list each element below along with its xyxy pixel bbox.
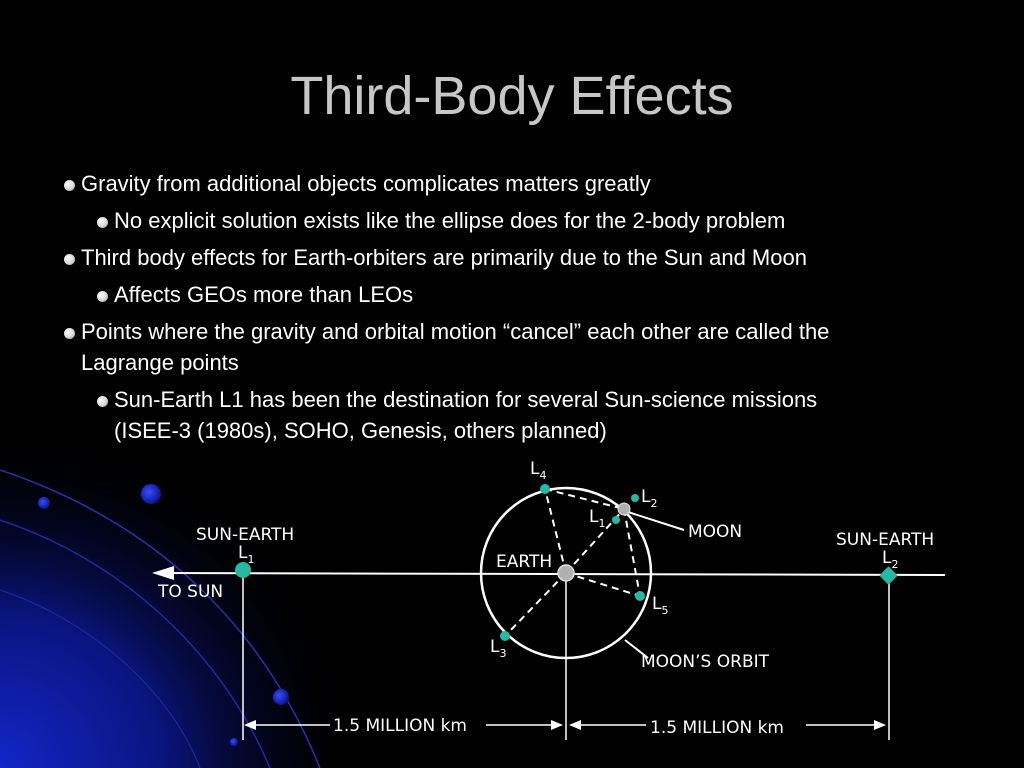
distance-arrowhead	[874, 720, 886, 730]
l4-moon-line	[545, 489, 624, 509]
slide-title: Third-Body Effects	[290, 66, 734, 126]
lunar-l2-label: $L_2$	[641, 487, 658, 510]
earth-body	[558, 565, 574, 581]
lunar-l1-point	[612, 516, 620, 524]
bullet-item: Gravity from additional objects complicates matters greatly	[81, 171, 651, 196]
to-sun-label: TO SUN	[158, 582, 224, 602]
sun-earth-l2-label: SUN-EARTH	[836, 530, 935, 550]
distance-arrowhead	[569, 720, 581, 730]
lunar-l3-point	[500, 631, 510, 641]
moon-l5-line	[624, 509, 640, 596]
lunar-l4-point	[540, 484, 550, 494]
sun-earth-l1-label: SUN-EARTH	[196, 525, 295, 545]
bullet-line: (ISEE-3 (1980s), SOHO, Genesis, others planned)	[114, 418, 607, 443]
moons-orbit-label: MOON’S ORBIT	[641, 652, 769, 672]
bullet-item: Third body effects for Earth-orbiters are primarily due to the Sun and Moon	[81, 245, 807, 270]
lunar-l3-label: $L_3$	[490, 637, 507, 660]
bullet-line: Lagrange points	[81, 350, 239, 375]
earth-label: EARTH	[496, 552, 553, 572]
sub-bullet-item: No explicit solution exists like the ellipse does for the 2-body problem	[114, 208, 786, 233]
earth-l3-line	[505, 573, 566, 636]
lunar-l1-label: $L_1$	[589, 507, 606, 530]
distance-arrowhead	[244, 720, 256, 730]
distance-label-right: 1.5 MILLION km	[650, 718, 784, 738]
distance-label-left: 1.5 MILLION km	[333, 716, 467, 736]
sun-earth-axis	[158, 573, 945, 575]
moon-label: MOON	[688, 522, 743, 542]
sun-earth-l2-name: $L_2$	[882, 548, 899, 571]
bullet-line: Sun-Earth L1 has been the destination for several Sun-science missions	[114, 387, 818, 412]
lunar-l2-point	[631, 494, 639, 502]
lunar-l5-point	[635, 591, 645, 601]
sub-bullet-item: Affects GEOs more than LEOs	[114, 282, 414, 307]
earth-l5-line	[566, 573, 640, 596]
lunar-l4-label: $L_4$	[530, 459, 547, 482]
bullet-line: Points where the gravity and orbital motion “cancel” each other are called the	[81, 319, 830, 344]
lunar-l5-label: $L_5$	[652, 594, 669, 617]
moon-body	[618, 503, 630, 515]
distance-arrowhead	[551, 720, 563, 730]
sun-earth-l1-name: $L_1$	[238, 543, 255, 566]
to-sun-arrowhead	[152, 566, 174, 580]
